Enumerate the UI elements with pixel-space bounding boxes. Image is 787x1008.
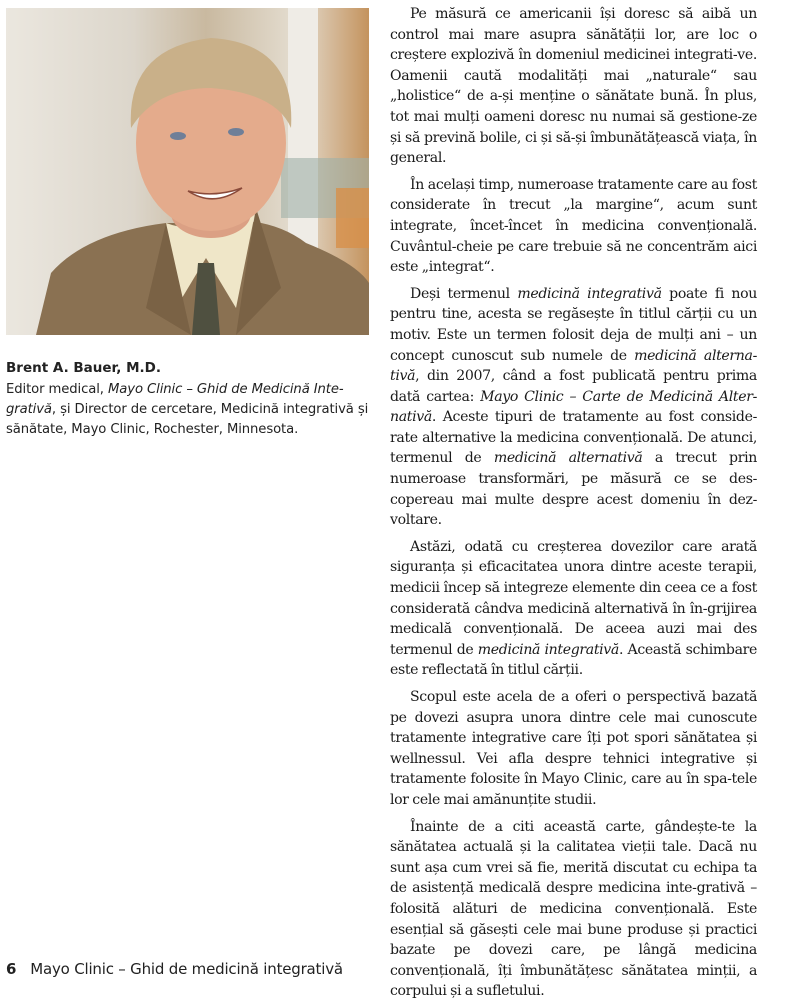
- paragraph-text: . Aceste tipuri de tratamente au fost conside-rate alternative la medicina convențională. De atunci, termenul de: [390, 409, 757, 467]
- paragraph-text: Înainte de a citi această carte, gândește-te la sănătatea actuală și la calitatea vieții tale. Dacă nu sunt așa cum vrei să fie, merită discutat cu echipa ta de asistență medicală despre medicina inte-grativă – folosită alături de medicina convențională. Este esențial să găsești cele mai bune produse și practici bazate pe dovezi care, pe lângă medicina convențională, îți îmbunătățesc sănătatea minții, a corpului și a sufletului.: [390, 818, 757, 1000]
- paragraph-text: Scopul este acela de a oferi o perspectivă bazată pe dovezi asupra unora dintre cele mai cunoscute tratamente integrative care îți pot spori sănătatea și wellnessul. Vei afla despre tehnici integrative și tratamente folosite în Mayo Clinic, care au în spa-tele lor cele mai amănunțite studii.: [390, 689, 757, 808]
- left-eye: [170, 132, 186, 140]
- portrait-illustration: [6, 8, 369, 335]
- author-name: Brent A. Bauer, M.D.: [6, 360, 161, 376]
- italic-term: medicină alterna-tivă: [390, 347, 757, 385]
- paragraph: [390, 537, 757, 681]
- page-footer: [6, 960, 343, 978]
- background-warm-panel: [336, 188, 369, 248]
- role-text: , și Director de cercetare, Medicină integrativă și sănătate, Mayo Clinic, Rochester, Minnesota.: [6, 402, 369, 437]
- author-caption: [6, 358, 376, 440]
- book-title-italic: Mayo Clinic – Ghid de Medicină Inte-grativă: [6, 382, 344, 417]
- paragraph-text: , din 2007, când a fost publicată pentru prima dată cartea:: [390, 368, 757, 405]
- paragraph: [390, 175, 757, 278]
- author-role: [6, 380, 376, 440]
- running-title: Mayo Clinic – Ghid de medicină integrativă: [30, 960, 343, 978]
- article-body: [390, 4, 757, 1008]
- paragraph: [390, 817, 757, 1002]
- paragraph-text: a trecut prin numeroase transformări, pe măsură ce se des-copereau mai multe despre acest domeniu în dez-voltare.: [390, 450, 757, 529]
- paragraph: [390, 4, 757, 169]
- paragraph-text: . Această schimbare este reflectată în titlul cărții.: [390, 641, 758, 679]
- paragraph-text: Deși termenul: [410, 285, 518, 302]
- paragraph: [390, 687, 757, 811]
- paragraph-text: Astăzi, odată cu creșterea dovezilor care arată siguranța și eficacitatea unora dintre aceste terapii, medicii încep să integreze elemente din ceea ce a fost considerată cândva medicină alternativă în în-grijirea medicală convențională. De aceea auzi mai des termenul de: [390, 538, 757, 658]
- paragraph: [390, 284, 757, 531]
- italic-term: medicină integrativă: [517, 285, 662, 302]
- paragraph-text: poate fi nou pentru tine, acesta se regăsește în titlul cărții cu un motiv. Este un termen folosit deja de mulți ani – un concept cunoscut sub numele de: [390, 285, 757, 364]
- role-text: Editor medical,: [6, 382, 108, 397]
- page-number: 6: [6, 960, 17, 978]
- italic-term: medicină alternativă: [493, 450, 643, 467]
- italic-book-title: Mayo Clinic – Carte de Medicină Alter-nativă: [390, 388, 757, 426]
- italic-term: medicină integrativă: [477, 641, 619, 658]
- paragraph-text: Pe măsură ce americanii își doresc să aibă un control mai mare asupra sănătății lor, are loc o creștere explozivă în domeniul medicinei integrati-ve. Oamenii caută modalități mai „naturale“ sau „holistice“ de a-și menține o sănătate bună. În plus, tot mai mulți oameni doresc nu numai să gestione-ze și să prevină bolile, ci și să-și îmbunătățească viața, în general.: [390, 6, 757, 167]
- right-eye: [228, 128, 244, 136]
- paragraph-text: În același timp, numeroase tratamente care au fost considerate în trecut „la margine“, acum sunt integrate, încet-încet în medicina convențională. Cuvântul-cheie pe care trebuie să ne concentrăm aici este „integrat“.: [390, 176, 757, 276]
- author-photo: [6, 8, 369, 335]
